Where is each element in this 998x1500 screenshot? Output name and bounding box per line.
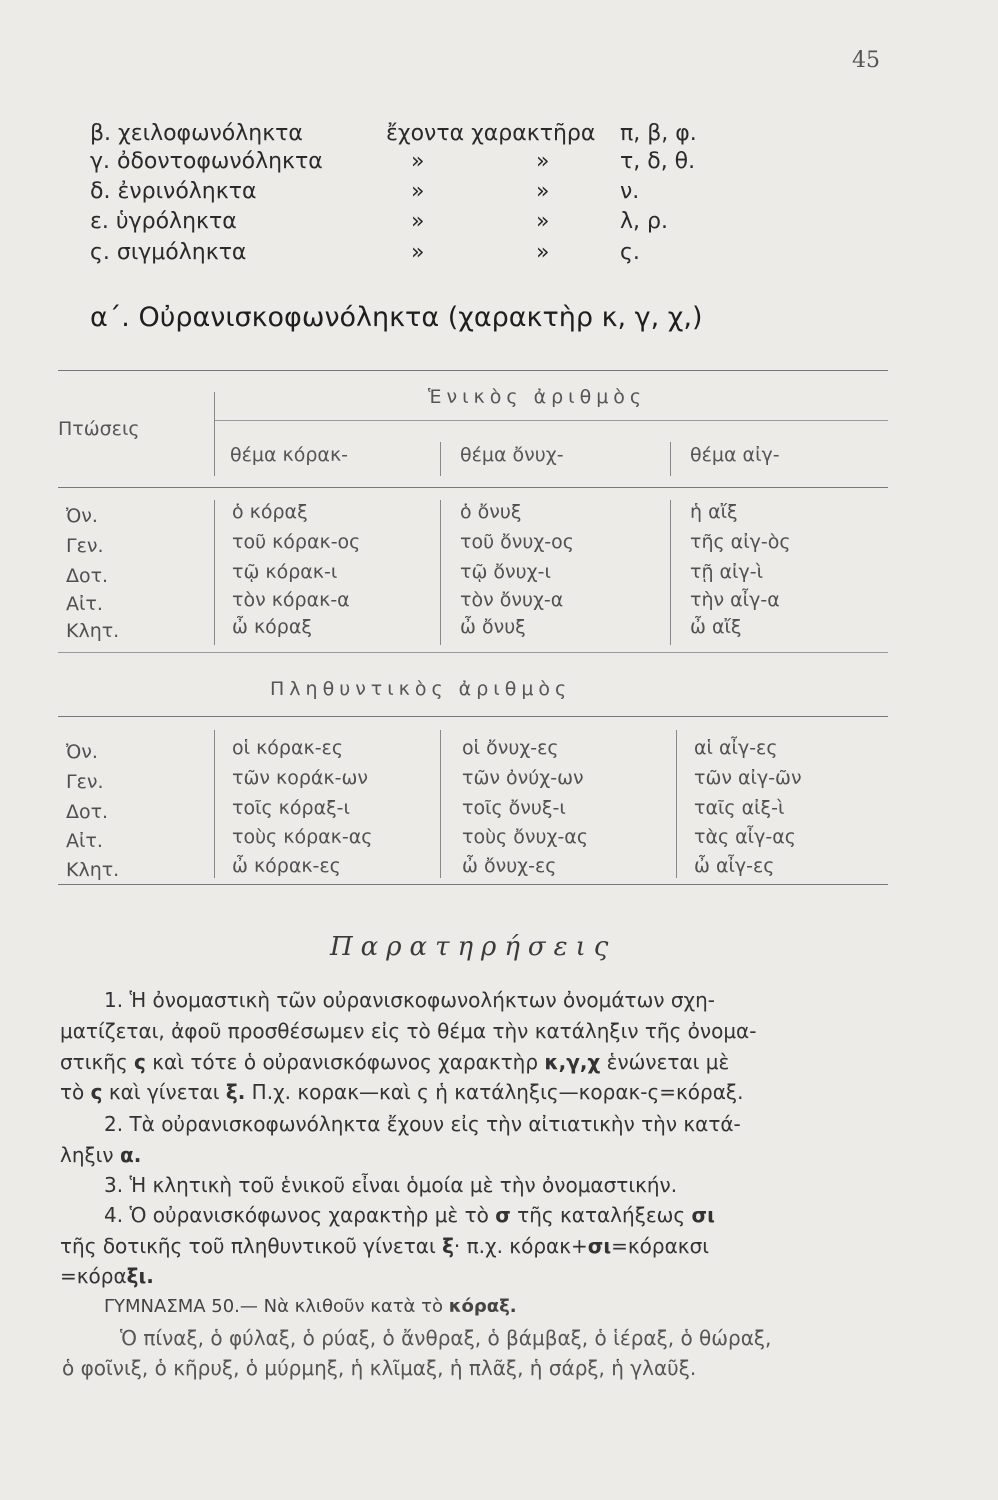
table-top-rule	[58, 370, 888, 371]
case-label: Δοτ.	[66, 565, 109, 587]
case-label: Δοτ.	[66, 801, 109, 823]
note-line: στικῆς ς καὶ τότε ὁ οὐρανισκόφωνος χαρακτὴρ κ,γ,χ ἑνώνεται μὲ	[60, 1050, 730, 1074]
table-cell: ὦ αἶγ-ες	[694, 855, 775, 877]
table-cell: ὦ ὄνυχ-ες	[462, 855, 557, 877]
header-divider-rule	[214, 420, 888, 421]
column-separator	[676, 730, 677, 878]
section-heading: α΄. Οὐρανισκοφωνόληκτα (χαρακτὴρ κ, γ, χ,)	[90, 302, 703, 333]
category-label: ε. ὑγρόληκτα	[90, 209, 237, 234]
note-line: 1. Ἡ ὀνομαστικὴ τῶν οὐρανισκοφωνολήκτων ὀνομάτων σχη-	[104, 988, 715, 1012]
column-separator	[214, 730, 215, 878]
case-label: Γεν.	[66, 771, 104, 793]
notes-title: Παρατηρήσεις	[330, 932, 617, 962]
ditto-mark: »	[411, 149, 425, 174]
category-label: δ. ἐνρινόληκτα	[90, 179, 257, 204]
table-cell: τοὺς κόρακ-ας	[232, 826, 373, 848]
cases-header: Πτώσεις	[58, 418, 140, 440]
table-cell: τῆς αἰγ-ὸς	[690, 531, 791, 553]
category-label: γ. ὀδοντοφωνόληκτα	[90, 149, 323, 174]
exercise-line: Ὁ πίναξ, ὁ φύλαξ, ὁ ρύαξ, ὁ ἄνθραξ, ὁ βάμβαξ, ὁ ἱέραξ, ὁ θώραξ,	[120, 1326, 772, 1350]
case-label: Ὀν.	[66, 741, 98, 763]
ditto-mark: »	[536, 179, 550, 204]
table-cell: ταῖς αἰξ-ὶ	[694, 797, 785, 819]
category-letters: ς.	[620, 240, 640, 265]
column-separator	[670, 500, 671, 645]
table-cell: ὦ ὄνυξ	[460, 616, 526, 638]
page-number: 45	[852, 48, 880, 73]
table-cell: τοῦ κόρακ-ος	[232, 531, 361, 553]
ditto-mark: »	[536, 240, 550, 265]
category-letters: π, β, φ.	[620, 121, 697, 146]
ditto-mark: »	[536, 209, 550, 234]
note-line: τὸ ς καὶ γίνεται ξ. Π.χ. κορακ—καὶ ς ἡ κατάληξις—κορακ-ς=κόραξ.	[60, 1080, 744, 1104]
category-desc: ἔχοντα χαρακτῆρα	[386, 121, 596, 146]
case-label: Ὀν.	[66, 505, 98, 527]
category-label: β. χειλοφωνόληκτα	[90, 121, 303, 146]
table-cell: τῷ ὄνυχ-ι	[460, 561, 551, 583]
table-cell: τοῖς ὄνυξ-ι	[462, 797, 566, 819]
ditto-mark: »	[536, 149, 550, 174]
table-cell: ὦ κόρακ-ες	[232, 855, 341, 877]
table-cell: τῶν αἰγ-ῶν	[694, 767, 802, 789]
table-cell: ὦ αἴξ	[690, 616, 742, 638]
category-label: ς. σιγμόληκτα	[90, 240, 247, 265]
column-separator	[440, 730, 441, 878]
exercise-line: ὁ φοῖνιξ, ὁ κῆρυξ, ὁ μύρμηξ, ἡ κλῖμαξ, ἡ πλᾶξ, ἡ σάρξ, ἡ γλαῦξ.	[62, 1356, 697, 1380]
table-cell: τὸν κόρακ-α	[232, 589, 350, 611]
table-cell: τῇ αἰγ-ὶ	[690, 561, 764, 583]
ditto-mark: »	[411, 240, 425, 265]
table-cell: τὰς αἶγ-ας	[694, 826, 796, 848]
singular-header: Ἑνικὸς ἀριθμὸς	[428, 386, 647, 408]
exercise-label: ΓΥΜΝΑΣΜΑ 50.— Νὰ κλιθοῦν κατὰ τὸ κόραξ.	[104, 1296, 517, 1317]
note-line: ματίζεται, ἀφοῦ προσθέσωμεν εἰς τὸ θέμα τὴν κατάληξιν τῆς ὀνομα-	[60, 1019, 757, 1043]
table-cell: οἱ κόρακ-ες	[232, 737, 343, 759]
note-line: ληξιν α.	[60, 1143, 142, 1167]
table-cell: ὦ κόραξ	[232, 616, 312, 638]
table-cell: τῶν κοράκ-ων	[232, 767, 368, 789]
note-line: 3. Ἡ κλητικὴ τοῦ ἑνικοῦ εἶναι ὁμοία μὲ τὴν ὀνομαστικήν.	[104, 1173, 678, 1197]
table-bottom-rule	[58, 884, 888, 885]
column-separator	[670, 442, 671, 476]
stem-header: θέμα κόρακ-	[230, 444, 349, 466]
note-line: τῆς δοτικῆς τοῦ πληθυντικοῦ γίνεται ξ· π.χ. κόρακ+σι=κόρακσι	[60, 1234, 710, 1258]
table-cell: οἱ ὄνυχ-ες	[462, 737, 559, 759]
note-line: 2. Τὰ οὐρανισκοφωνόληκτα ἔχουν εἰς τὴν αἰτιατικὴν τὴν κατά-	[104, 1112, 741, 1136]
table-cell: ἡ αἴξ	[690, 501, 738, 523]
table-cell: τοῖς κόραξ-ι	[232, 797, 350, 819]
category-letters: τ, δ, θ.	[620, 149, 696, 174]
case-label: Γεν.	[66, 535, 104, 557]
plural-header-rule	[58, 716, 888, 717]
table-cell: τοὺς ὄνυχ-ας	[462, 826, 588, 848]
category-letters: λ, ρ.	[620, 209, 668, 234]
column-separator	[214, 392, 215, 476]
case-label: Κλητ.	[66, 859, 120, 881]
table-cell: ὁ ὄνυξ	[460, 501, 522, 523]
table-cell: τὴν αἶγ-α	[690, 589, 780, 611]
table-cell: ὁ κόραξ	[232, 501, 308, 523]
ditto-mark: »	[411, 179, 425, 204]
case-label: Αἰτ.	[66, 593, 103, 615]
case-label: Κλητ.	[66, 620, 120, 642]
stem-header: θέμα ὄνυχ-	[460, 444, 564, 466]
column-separator	[440, 442, 441, 476]
plural-header: Πληθυντικὸς ἀριθμὸς	[270, 678, 572, 700]
note-line: 4. Ὁ οὐρανισκόφωνος χαρακτὴρ μὲ τὸ σ τῆς καταλήξεως σι	[104, 1203, 715, 1227]
table-cell: τῷ κόρακ-ι	[232, 561, 338, 583]
ditto-mark: »	[411, 209, 425, 234]
case-label: Αἰτ.	[66, 830, 103, 852]
category-letters: ν.	[620, 179, 640, 204]
column-separator	[214, 500, 215, 645]
note-line: =κόραξι.	[60, 1264, 154, 1288]
table-cell: τῶν ὀνύχ-ων	[462, 767, 584, 789]
singular-bottom-rule	[58, 652, 888, 653]
stem-header: θέμα αἰγ-	[690, 444, 780, 466]
table-cell: αἱ αἶγ-ες	[694, 737, 778, 759]
header-bottom-rule	[58, 487, 888, 488]
table-cell: τοῦ ὄνυχ-ος	[460, 531, 574, 553]
table-cell: τὸν ὄνυχ-α	[460, 589, 564, 611]
column-separator	[440, 500, 441, 645]
